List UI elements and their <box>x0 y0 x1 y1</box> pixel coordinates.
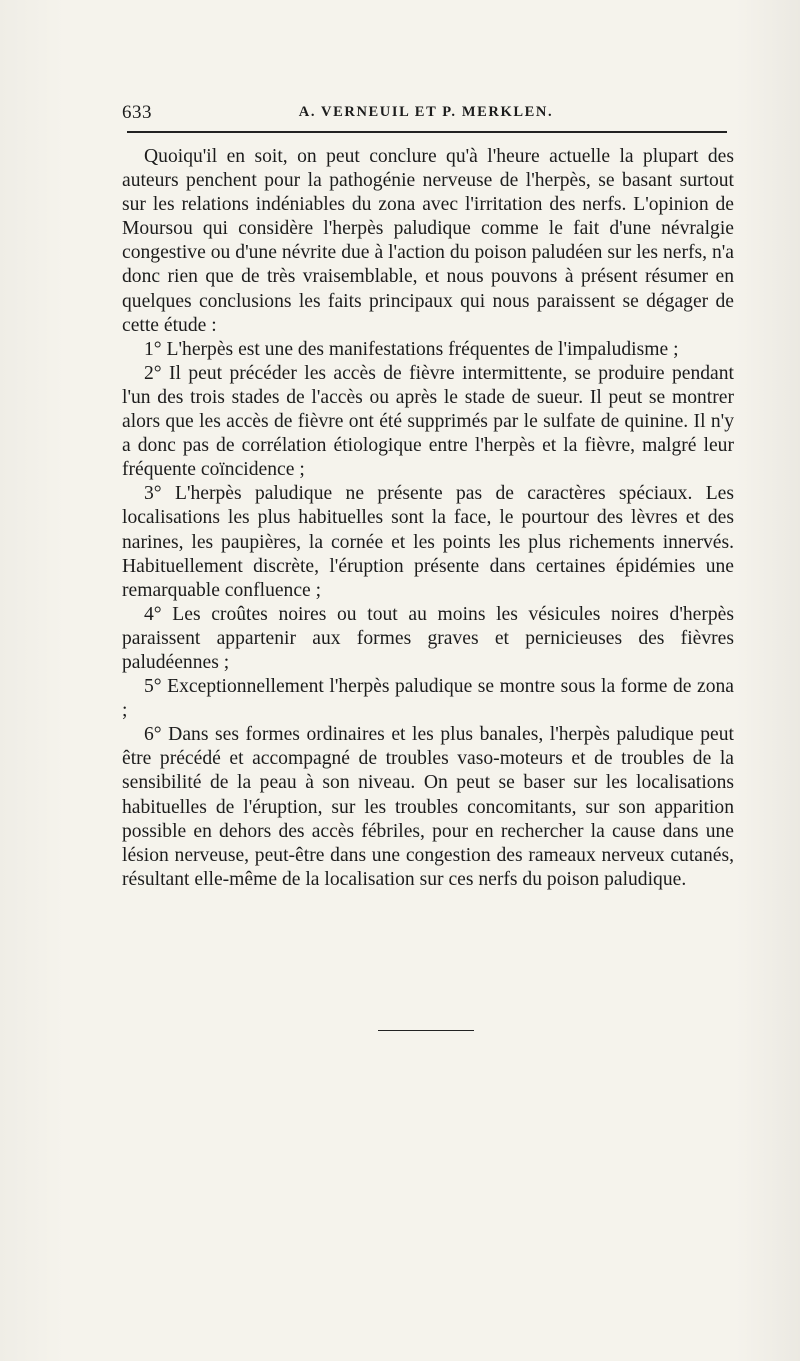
conclusion-3: 3° L'herpès paludique ne présente pas de caractères spéciaux. Les localisations les plus habituelles sont la face, le pourtour des lèvres et des narines, les paupières, la cornée et les points les plus richements innervés. Habituellement discrète, l'éruption présente dans certaines épidémies une remarquable confluence ; <box>122 483 734 601</box>
body-text <box>122 145 734 892</box>
conclusion-6: 6° Dans ses formes ordinaires et les plus banales, l'herpès paludique peut être précédé et accompagné de troubles vaso-moteurs et de troubles de la sensibilité de la peau à son niveau. On peut se baser sur les localisations habituelles de l'éruption, sur les troubles concomitants, sur son apparition possible en dehors des accès fébriles, pour en rechercher la cause dans une lésion nerveuse, peut-être dans une congestion des rameaux nerveux cutanés, résultant elle-même de la localisation sur ces nerfs du poison paludique. <box>122 724 734 890</box>
running-title: A. VERNEUIL ET P. MERKLEN. <box>298 104 554 120</box>
running-head <box>120 100 732 124</box>
conclusion-1: 1° L'herpès est une des manifestations fréquentes de l'impaludisme ; <box>144 338 679 360</box>
closing-rule <box>378 1030 474 1031</box>
header-rule <box>127 131 727 133</box>
conclusion-2: 2° Il peut précéder les accès de fièvre intermittente, se produire pendant l'un des trois stades de l'accès ou après le stade de sueur. Il peut se montrer alors que les accès de fièvre ont été supprimés par le sulfate de quinine. Il n'y a donc pas de corrélation étiologique entre l'herpès et la fièvre, malgré leur fréquente coïncidence ; <box>122 362 734 481</box>
conclusion-4: 4° Les croûtes noires ou tout au moins les vésicules noires d'herpès paraissent appartenir aux formes graves et pernicieuses des fièvres paludéennes ; <box>122 603 734 673</box>
paragraph-intro: Quoiqu'il en soit, on peut conclure qu'à l'heure actuelle la plupart des auteurs penchent pour la pathogénie nerveuse de l'herpès, se basant surtout sur les relations indéniables du zona avec l'irritation des nerfs. L'opinion de Moursou qui considère l'herpès paludique comme le fait d'une névralgie congestive ou d'une névrite due à l'action du poison paludéen sur les nerfs, n'a donc rien que de très vraisemblable, et nous pouvons à présent résumer en quelques conclusions les faits principaux qui nous paraissent se dégager de cette étude : <box>122 146 734 336</box>
conclusion-5: 5° Exceptionnellement l'herpès paludique se montre sous la forme de zona ; <box>122 676 734 722</box>
page-number: 633 <box>122 102 152 123</box>
